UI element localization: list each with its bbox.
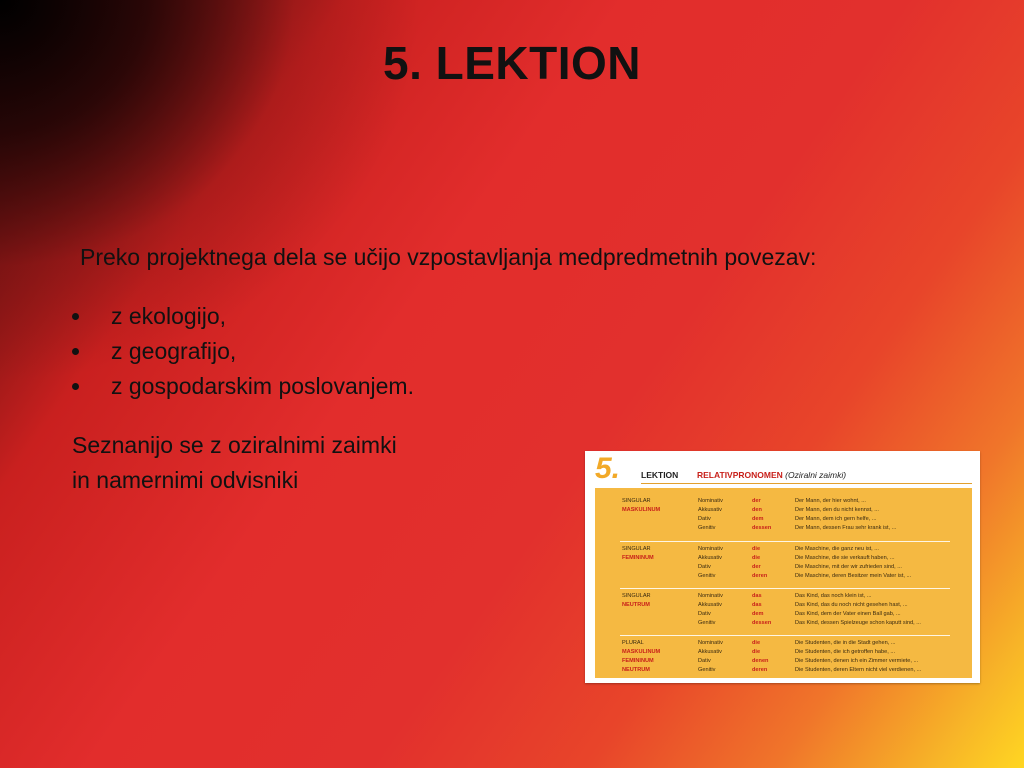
header-rule (641, 483, 972, 484)
bullet-dot-icon (72, 348, 79, 355)
example-sentence: Die Maschine, deren Besitzer mein Vater ist, ... (795, 573, 912, 579)
case-label: Dativ (698, 611, 711, 617)
example-sentence: Das Kind, das du noch nicht gesehen hast, ... (795, 602, 908, 608)
example-sentence: Die Studenten, deren Eltern nicht viel verdienen, ... (795, 667, 922, 673)
example-sentence: Die Maschine, die ganz neu ist, ... (795, 546, 879, 552)
example-sentence: Das Kind, das noch klein ist, ... (795, 593, 872, 599)
example-sentence: Die Studenten, denen ich ein Zimmer vermiete, ... (795, 658, 919, 664)
relative-pronoun: die (752, 546, 761, 552)
relative-pronoun: die (752, 640, 761, 646)
relative-pronoun: dessen (752, 620, 772, 626)
bullet-list (72, 299, 892, 404)
bullet-dot-icon (72, 313, 79, 320)
pronoun-group (595, 638, 972, 682)
example-sentence: Der Mann, der hier wohnt, ... (795, 498, 866, 504)
case-label: Genitiv (698, 620, 716, 626)
relative-pronoun: deren (752, 573, 768, 579)
bullet-dot-icon (72, 383, 79, 390)
case-label: Akkusativ (698, 602, 722, 608)
relative-pronoun: das (752, 593, 762, 599)
case-label: Genitiv (698, 573, 716, 579)
example-sentence: Die Studenten, die in die Stadt gehen, ... (795, 640, 896, 646)
case-label: Akkusativ (698, 649, 722, 655)
example-sentence: Das Kind, dem der Vater einen Ball gab, ... (795, 611, 901, 617)
table-row (595, 618, 972, 628)
relative-pronoun: das (752, 602, 762, 608)
gender-label: FEMININUM (622, 555, 654, 561)
case-label: Akkusativ (698, 555, 722, 561)
pronoun-table (595, 488, 972, 678)
case-label: Nominativ (698, 546, 723, 552)
example-sentence: Die Maschine, die sie verkauft haben, ... (795, 555, 895, 561)
example-sentence: Das Kind, dessen Spielzeuge schon kaputt sind, ... (795, 620, 921, 626)
relative-pronoun: dem (752, 516, 764, 522)
bullet-item: z gospodarskim poslovanjem. (72, 369, 892, 404)
pronoun-group (595, 496, 972, 540)
group-divider (620, 635, 950, 636)
table-heading: RELATIVPRONOMEN (Oziralni zaimki) (697, 470, 847, 480)
relative-pronoun: dem (752, 611, 764, 617)
case-label: Dativ (698, 564, 711, 570)
slide-title: 5. LEKTION (382, 37, 642, 89)
relative-pronoun: denen (752, 658, 769, 664)
gender-label: MASKULINUM (622, 507, 661, 513)
outro-text: Seznanijo se z oziralnimi zaimki in namernimi odvisniki (72, 432, 397, 493)
gender-label: SINGULAR (622, 546, 651, 552)
gender-label: SINGULAR (622, 498, 651, 504)
gender-label: FEMININUM (622, 658, 654, 664)
gender-label: NEUTRUM (622, 602, 650, 608)
relativpronomen-table-image (585, 451, 980, 683)
gender-label: SINGULAR (622, 593, 651, 599)
table-header (595, 452, 972, 486)
gender-label: PLURAL (622, 640, 644, 646)
case-label: Genitiv (698, 667, 716, 673)
case-label: Dativ (698, 516, 711, 522)
example-sentence: Der Mann, den du nicht kennst, ... (795, 507, 879, 513)
relative-pronoun: dessen (752, 525, 772, 531)
table-row (595, 523, 972, 533)
pronoun-group (595, 544, 972, 588)
case-label: Akkusativ (698, 507, 722, 513)
pronoun-group (595, 591, 972, 635)
example-sentence: Die Maschine, mit der wir zufrieden sind, ... (795, 564, 902, 570)
group-divider (620, 588, 950, 589)
relative-pronoun: den (752, 507, 762, 513)
lesson-label: LEKTION (641, 470, 679, 480)
gender-label: MASKULINUM (622, 649, 661, 655)
example-sentence: Die Studenten, die ich getroffen habe, ... (795, 649, 896, 655)
table-row (595, 571, 972, 581)
intro-text: Preko projektnega dela se učijo vzpostavljanja medpredmetnih povezav: (80, 244, 817, 270)
relative-pronoun: die (752, 555, 761, 561)
relative-pronoun: der (752, 498, 761, 504)
relative-pronoun: der (752, 564, 761, 570)
bullet-item: z ekologijo, (72, 299, 892, 334)
gender-label: NEUTRUM (622, 667, 650, 673)
relative-pronoun: deren (752, 667, 768, 673)
case-label: Nominativ (698, 640, 723, 646)
case-label: Nominativ (698, 498, 723, 504)
example-sentence: Der Mann, dem ich gern helfe, ... (795, 516, 877, 522)
case-label: Genitiv (698, 525, 716, 531)
relative-pronoun: die (752, 649, 761, 655)
group-divider (620, 541, 950, 542)
table-row (595, 665, 972, 675)
case-label: Dativ (698, 658, 711, 664)
bullet-item: z geografijo, (72, 334, 892, 369)
lesson-number: 5. (595, 452, 621, 485)
case-label: Nominativ (698, 593, 723, 599)
example-sentence: Der Mann, dessen Frau sehr krank ist, ... (795, 525, 897, 531)
